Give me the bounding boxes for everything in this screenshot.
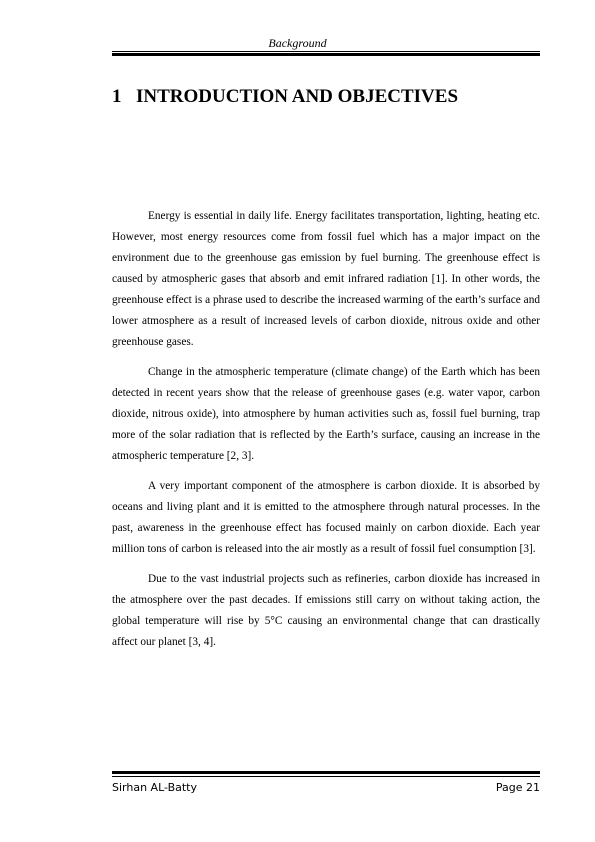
paragraph-4: Due to the vast industrial projects such as refineries, carbon dioxide has increased in the atmosphere over the past decades. If emissions still carry on without taking action, the global temperature will rise by 5°C causing an environmental change that can drastically affect our planet [3, 4]. xyxy=(112,573,540,648)
body-text xyxy=(112,206,540,662)
footer-rule-thick xyxy=(112,771,540,774)
header-title: Background xyxy=(268,36,327,50)
chapter-title: INTRODUCTION AND OBJECTIVES xyxy=(136,86,459,107)
footer-rule-thin xyxy=(112,776,540,777)
footer-page-number: Page 21 xyxy=(495,781,540,794)
header-rule-thick xyxy=(112,53,540,56)
paragraph-2: Change in the atmospheric temperature (climate change) of the Earth which has been detected in recent years show that the release of greenhouse gases (e.g. water vapor, carbon dioxide, nitrous oxide), into atmosphere by human activities such as, fossil fuel burning, trap more of the solar radiation that is reflected by the Earth’s surface, causing an increase in the atmospheric temperature [2, 3]. xyxy=(112,366,540,462)
paragraph-1: Energy is essential in daily life. Energy facilitates transportation, lighting, heating etc. However, most energy resources come from fossil fuel which has a major impact on the environment due to the greenhouse gas emission by fuel burning. The greenhouse effect is caused by atmospheric gases that absorb and emit infrared radiation [1]. In other words, the greenhouse effect is a phrase used to describe the increased warming of the earth’s surface and lower atmosphere as a result of increased levels of carbon dioxide, nitrous oxide and other greenhouse gases. xyxy=(112,210,540,348)
paragraph-3: A very important component of the atmosphere is carbon dioxide. It is absorbed by oceans and living plant and it is emitted to the atmosphere through natural processes. In the past, awareness in the greenhouse effect has focused mainly on carbon dioxide. Each year million tons of carbon is released into the air mostly as a result of fossil fuel consumption [3]. xyxy=(112,480,540,555)
footer-author: Sirhan AL-Batty xyxy=(112,781,198,794)
header-rule-thin xyxy=(112,51,540,52)
chapter-number: 1 xyxy=(112,86,122,107)
chapter-heading xyxy=(112,86,540,108)
